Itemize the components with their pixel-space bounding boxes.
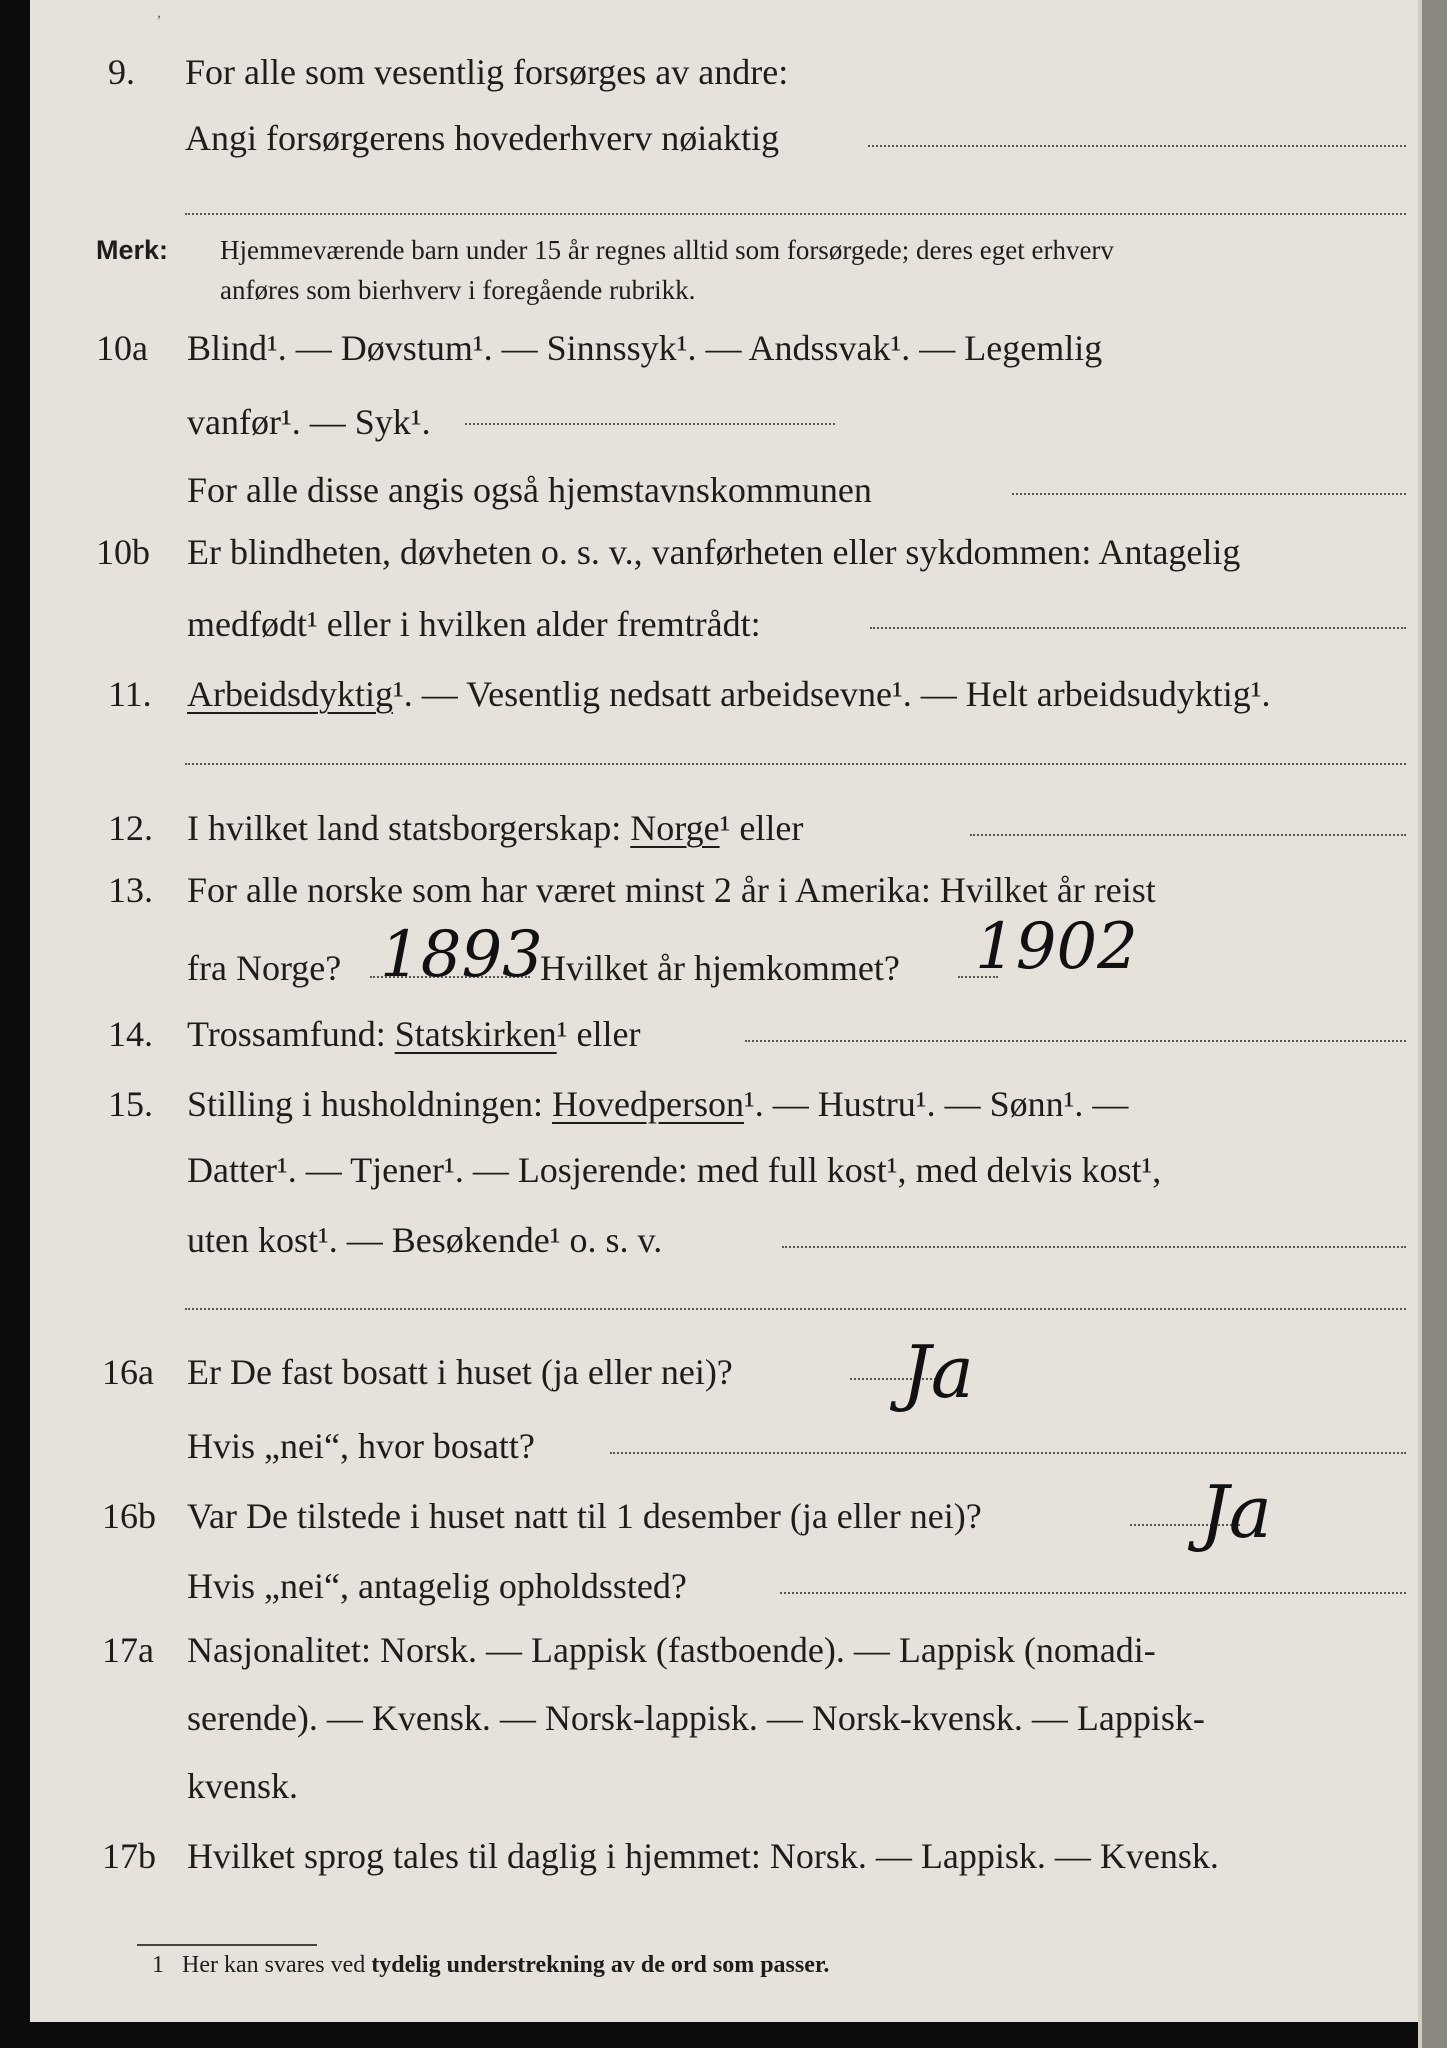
q16b-opphold-dots (780, 1592, 1406, 1594)
q10b-text1: Er blindheten, døvheten o. s. v., vanførheten eller sykdommen: Antagelig (187, 532, 1241, 572)
q13-text1: For alle norske som har været minst 2 år i Amerika: Hvilket år reist (187, 870, 1156, 910)
q16a-text1: Er De fast bosatt i huset (ja eller nei)? (187, 1352, 733, 1392)
footnote (152, 1952, 829, 1979)
merk-label: Merk: (96, 235, 169, 265)
q13-handwritten-year-left: 1893 (380, 918, 543, 992)
q9-answer-dots (868, 145, 1406, 147)
q15-number: 15. (108, 1084, 153, 1124)
q11-answer-dots (185, 763, 1406, 765)
q16a-bosatt-dots (610, 1452, 1406, 1454)
q11-rest: ¹. — Vesentlig nedsatt arbeidsevne¹. — Helt arbeidsudyktig¹. (392, 674, 1271, 714)
footnote-rule (137, 1944, 317, 1946)
q17a-number: 17a (102, 1630, 154, 1670)
q16b-handwritten-answer: Ja (1200, 1470, 1272, 1554)
q17a-text1: Nasjonalitet: Norsk. — Lappisk (fastboende). — Lappisk (nomadi- (187, 1630, 1156, 1670)
q13-handwritten-year-returned: 1902 (975, 910, 1138, 984)
q14-suffix: ¹ eller (556, 1014, 641, 1054)
q10b-number: 10b (96, 532, 150, 572)
q15-prefix: Stilling i husholdningen: (187, 1084, 553, 1124)
q17b-number: 17b (102, 1836, 156, 1876)
q9-text1: For alle som vesentlig forsørges av andre: (185, 52, 789, 92)
q14-answer-dots (745, 1040, 1406, 1042)
q13-text2b: Hvilket år hjemkommet? (540, 948, 900, 988)
q9-number: 9. (108, 52, 135, 92)
q15-text3: uten kost¹. — Besøkende¹ o. s. v. (187, 1220, 663, 1260)
q16a-handwritten-answer: Ja (902, 1330, 974, 1414)
q16a-number: 16a (102, 1352, 154, 1392)
q15-rest1: ¹. — Hustru¹. — Sønn¹. — (743, 1084, 1129, 1124)
q14-number: 14. (108, 1014, 153, 1054)
page-edge-rule (1418, 0, 1422, 2048)
merk-text2: anføres som bierhverv i foregående rubrikk. (220, 275, 696, 305)
q10b-answer-dots (870, 627, 1406, 629)
footnote-plain: Her kan svares ved (182, 1952, 372, 1978)
q15-answer-hovedperson: Hovedperson (552, 1084, 744, 1124)
q16b-number: 16b (102, 1496, 156, 1536)
footnote-bold: tydelig understrekning av de ord som passer. (371, 1952, 830, 1978)
census-form-page (30, 0, 1418, 2022)
q17a-text2: serende). — Kvensk. — Norsk-lappisk. — Norsk-kvensk. — Lappisk- (187, 1698, 1205, 1738)
q9-text2: Angi forsørgerens hovederhverv nøiaktig (185, 118, 780, 158)
q17b-text1: Hvilket sprog tales til daglig i hjemmet: Norsk. — Lappisk. — Kvensk. (187, 1836, 1219, 1876)
q12-answer-norge: Norge (630, 808, 720, 848)
q12-number: 12. (108, 808, 153, 848)
q10a-text2: vanfør¹. — Syk¹. (187, 402, 431, 442)
q10a-number: 10a (96, 328, 148, 368)
q9-answer-dots-2 (185, 213, 1406, 215)
page-edge-shadow (1418, 0, 1447, 2048)
q17a-text3: kvensk. (187, 1766, 298, 1806)
q13-number: 13. (108, 870, 153, 910)
q11-selected-arbeidsdyktig: Arbeidsdyktig (187, 674, 393, 714)
corner-mark: , (157, 4, 161, 21)
q15-answer-dots (782, 1246, 1406, 1248)
q10a-text3: For alle disse angis også hjemstavnskommunen (187, 470, 872, 510)
q15-answer-dots-2 (185, 1308, 1406, 1310)
q16b-text1: Var De tilstede i huset natt til 1 desember (ja eller nei)? (187, 1496, 982, 1536)
q11-number: 11. (108, 674, 152, 714)
footnote-marker: 1 (152, 1952, 164, 1978)
q14-answer-statskirken: Statskirken (394, 1014, 557, 1054)
q14-prefix: Trossamfund: (187, 1014, 395, 1054)
q12-answer-dots (970, 834, 1406, 836)
q10a-text1: Blind¹. — Døvstum¹. — Sinnssyk¹. — Andssvak¹. — Legemlig (187, 328, 1103, 368)
q10a-kommune-dots (1012, 493, 1406, 495)
q12-suffix: ¹ eller (719, 808, 804, 848)
q15-text2: Datter¹. — Tjener¹. — Losjerende: med full kost¹, med delvis kost¹, (187, 1150, 1162, 1190)
q10b-text2: medfødt¹ eller i hvilken alder fremtrådt: (187, 604, 761, 644)
q12-prefix: I hvilket land statsborgerskap: (187, 808, 631, 848)
q16b-text2: Hvis „nei“, antagelig opholdssted? (187, 1566, 687, 1606)
q16a-text2: Hvis „nei“, hvor bosatt? (187, 1426, 535, 1466)
q10a-answer-dots (465, 423, 835, 425)
merk-text1: Hjemmeværende barn under 15 år regnes alltid som forsørgede; deres eget erhverv (220, 235, 1114, 265)
q13-text2a: fra Norge? (187, 948, 342, 988)
